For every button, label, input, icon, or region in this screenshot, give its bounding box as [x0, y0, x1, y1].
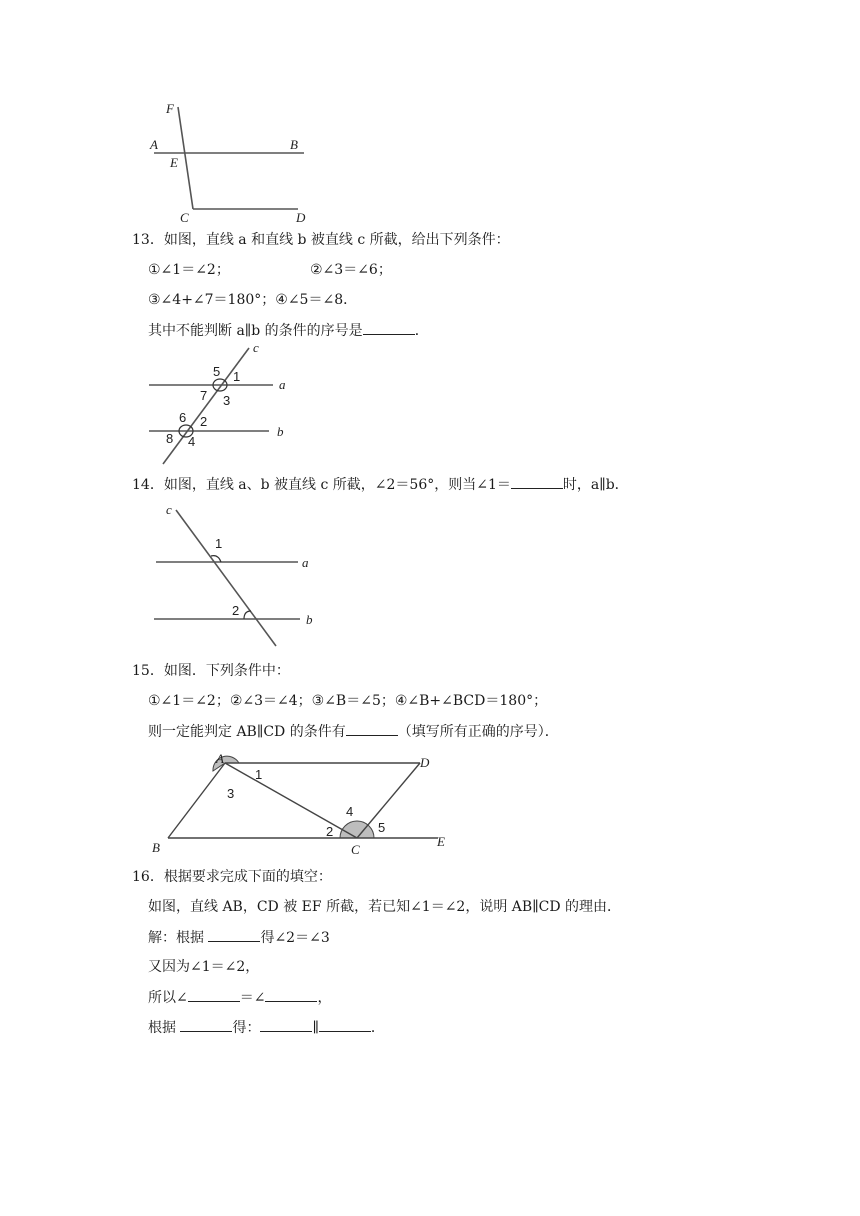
q16-line2: [148, 927, 330, 948]
figure-q14: [148, 498, 328, 648]
angle-2: 2: [232, 603, 240, 618]
q13-question: [148, 320, 429, 341]
q14-number: 14．: [132, 477, 164, 493]
q15-answer-blank[interactable]: [346, 721, 398, 736]
q15-options: [148, 691, 547, 711]
label-b: B: [290, 137, 298, 152]
q16-blank-reason2[interactable]: [180, 1017, 232, 1032]
angle-6: 6: [179, 410, 187, 425]
q16-line4-after: ，: [317, 990, 332, 1006]
q16-blank-angle1[interactable]: [188, 987, 240, 1002]
line-ab: [168, 763, 225, 838]
label-b: B: [152, 840, 160, 855]
q13-option-2: ②∠3＝∠6；: [310, 262, 392, 278]
line-ac: [225, 763, 357, 838]
q16-line2-before: 解：根据: [148, 930, 204, 946]
q16-line5-before: 根据: [148, 1020, 176, 1036]
q16-line1-text: 如图，直线 AB，CD 被 EF 所截，若已知∠1＝∠2，说明 AB∥CD 的理由．: [148, 899, 622, 915]
q13-question-end: ．: [414, 323, 429, 339]
label-c: c: [166, 502, 172, 517]
figure-q13: [145, 340, 305, 468]
q16-line5-after: ．: [370, 1020, 385, 1036]
label-a: A: [216, 751, 224, 766]
angle-2: 2: [200, 414, 208, 429]
label-c: C: [351, 842, 360, 857]
q16-line4-before: 所以∠: [148, 990, 188, 1006]
q14-stem: [132, 474, 629, 495]
line-fc: [178, 107, 193, 209]
q16-line5-mid2: ∥: [312, 1020, 319, 1036]
q13-number: 13．: [132, 232, 164, 248]
q16-stem-text: 根据要求完成下面的填空：: [163, 869, 332, 885]
angle-1: 1: [215, 536, 223, 551]
q13-stem-text: 如图，直线 a 和直线 b 被直线 c 所截，给出下列条件：: [163, 232, 510, 248]
q16-blank-reason1[interactable]: [208, 927, 260, 942]
q16-stem: [132, 867, 332, 887]
q16-line4-mid: ＝∠: [239, 990, 266, 1006]
angle-5: 5: [213, 364, 221, 379]
angle-8: 8: [166, 431, 174, 446]
q16-line2-after: 得∠2＝∠3: [260, 930, 330, 946]
angle-3: 3: [227, 786, 235, 801]
label-e: E: [437, 834, 445, 849]
label-d: D: [296, 210, 306, 225]
q16-line1: [148, 897, 621, 917]
angle-5: 5: [378, 820, 386, 835]
label-b: b: [277, 424, 284, 439]
q14-text-before: 如图，直线 a、b 被直线 c 所截，∠2＝56°，则当∠1＝: [163, 477, 511, 493]
angle-3: 3: [223, 393, 231, 408]
angle-1: 1: [233, 369, 241, 384]
angle-1: 1: [255, 767, 263, 782]
label-c: C: [180, 210, 189, 225]
q13-options-row1: [148, 260, 392, 280]
line-c: [163, 348, 249, 464]
label-a: a: [279, 377, 286, 392]
label-e: E: [170, 155, 178, 170]
q13-options-row2: [148, 290, 357, 310]
q13-option-1: ①∠1＝∠2；: [148, 262, 230, 278]
q13-question-text: 其中不能判断 a∥b 的条件的序号是: [148, 323, 363, 339]
label-a: A: [150, 137, 158, 152]
angle-2: 2: [326, 824, 334, 839]
q15-question: [148, 721, 559, 742]
label-b: b: [306, 612, 313, 627]
q16-line3: [148, 957, 259, 977]
q15-question-end: （填写所有正确的序号）．: [397, 724, 559, 740]
label-d: D: [420, 755, 430, 770]
angle-4: 4: [346, 804, 354, 819]
q16-number: 16．: [132, 869, 164, 885]
q16-line5-mid1: 得：: [232, 1020, 261, 1036]
angle-4: 4: [188, 434, 196, 449]
q16-line3-text: 又因为∠1＝∠2，: [148, 959, 260, 975]
q15-number: 15．: [132, 663, 164, 679]
q15-stem-text: 如图．下列条件中：: [163, 663, 290, 679]
line-c: [176, 510, 276, 646]
q16-blank-line2[interactable]: [319, 1017, 371, 1032]
q16-blank-angle2[interactable]: [265, 987, 317, 1002]
q14-answer-blank[interactable]: [511, 474, 563, 489]
angle-2-arc: [244, 611, 251, 619]
label-f: F: [166, 101, 174, 116]
q14-text-after: 时，a∥b．: [562, 477, 629, 493]
figure-q15: [148, 748, 468, 860]
q16-blank-line1[interactable]: [260, 1017, 312, 1032]
q16-line4: [148, 987, 331, 1008]
q15-question-text: 则一定能判定 AB∥CD 的条件有: [148, 724, 346, 740]
label-c: c: [253, 340, 259, 355]
q16-line5: [148, 1017, 385, 1038]
q13-stem: [132, 230, 510, 250]
q15-stem: [132, 661, 290, 681]
label-a: a: [302, 555, 309, 570]
q13-option-3-4: ③∠4+∠7＝180°；④∠5＝∠8．: [148, 292, 358, 308]
q13-answer-blank[interactable]: [363, 320, 415, 335]
line-cd: [357, 763, 420, 838]
q15-options-text: ①∠1＝∠2；②∠3＝∠4；③∠B＝∠5；④∠B+∠BCD＝180°；: [148, 693, 548, 709]
figure-q12: [140, 95, 330, 225]
angle-7: 7: [200, 388, 208, 403]
